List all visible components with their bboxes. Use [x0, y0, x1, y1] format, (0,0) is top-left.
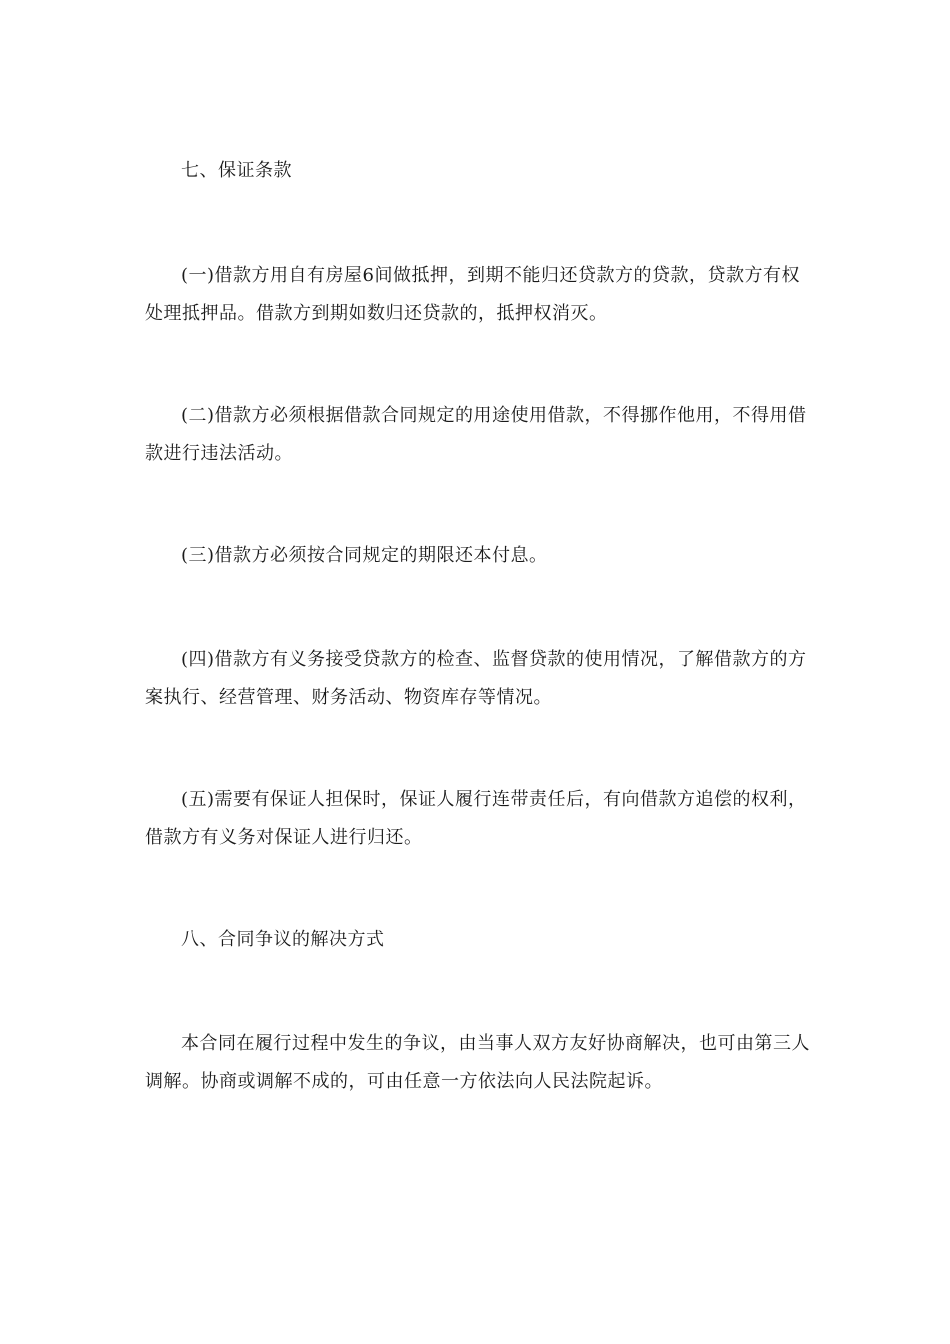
- paragraph-guarantee-1: (一)借款方用自有房屋6间做抵押，到期不能归还贷款方的贷款，贷款方有权处理抵押品。借款方到期如数归还贷款的，抵押权消灭。: [145, 265, 800, 324]
- section-heading-guarantee: 七、保证条款: [181, 160, 292, 181]
- paragraph-dispute: 本合同在履行过程中发生的争议，由当事人双方友好协商解决，也可由第三人调解。协商或调解不成的，可由任意一方依法向人民法院起诉。: [145, 1033, 810, 1092]
- paragraph-guarantee-3: (三)借款方必须按合同规定的期限还本付息。: [181, 545, 548, 566]
- paragraph-guarantee-2: (二)借款方必须根据借款合同规定的用途使用借款，不得挪作他用，不得用借款进行违法活动。: [145, 405, 807, 464]
- paragraph-guarantee-4: (四)借款方有义务接受贷款方的检查、监督贷款的使用情况，了解借款方的方案执行、经营管理、财务活动、物资库存等情况。: [145, 649, 807, 708]
- paragraph-guarantee-5: (五)需要有保证人担保时，保证人履行连带责任后，有向借款方追偿的权利，借款方有义务对保证人进行归还。: [145, 789, 807, 848]
- section-heading-dispute: 八、合同争议的解决方式: [181, 929, 385, 950]
